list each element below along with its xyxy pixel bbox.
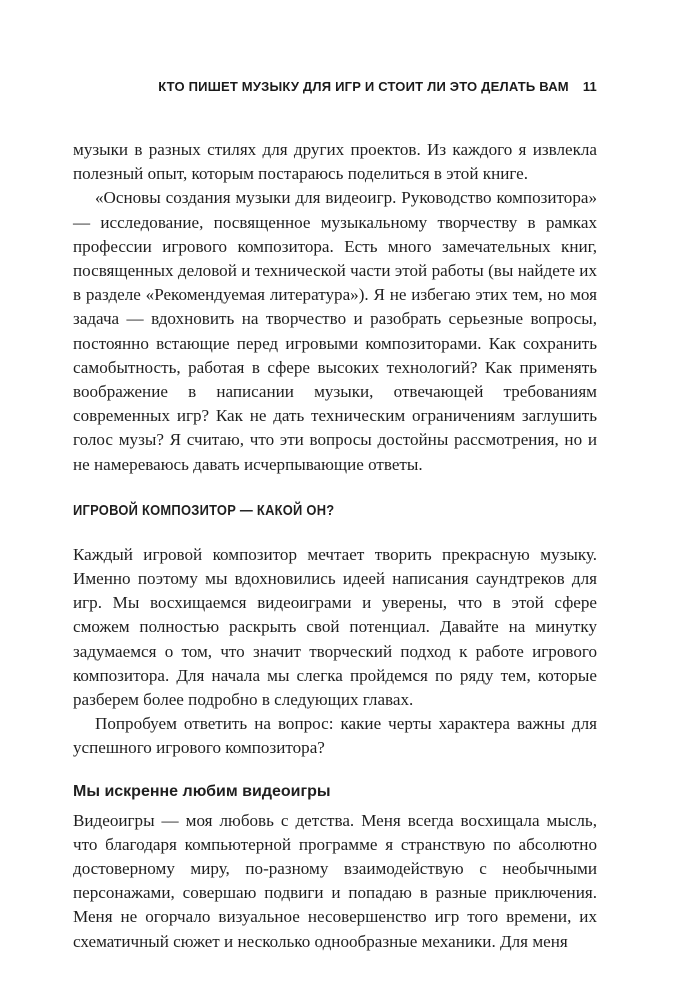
section-heading: ИГРОВОЙ КОМПОЗИТОР — КАКОЙ ОН? xyxy=(73,501,335,519)
paragraph-continuation: музыки в разных стилях для других проектов. Из каждого я извлекла полезный опыт, которым постараюсь поделиться в этой книге. xyxy=(73,140,597,184)
paragraph-question: Попробуем ответить на вопрос: какие черты характера важны для успешного игрового композитора? xyxy=(73,714,597,758)
page-number: 11 xyxy=(582,79,597,94)
paragraph-love-games: Видеоигры — моя любовь с детства. Меня всегда восхищала мысль, что благодаря компьютерной программе я странствую по абсолютно достоверному миру, по-разному взаимодействую с необычными персонажами, совершаю подвиги и попадаю в разные приключения. Меня не огорчало визуальное несовершенство игр того времени, их схематичный сюжет и несколько однообразные механики. Для меня xyxy=(73,810,597,951)
paragraph-book-intro: «Основы создания музыки для видеоигр. Руководство композитора» — исследование, посвященное музыкальному творчеству в рамках профессии игрового композитора. Есть много замечательных книг, посвященных деловой и технической части этой работы (вы найдете их в разделе «Рекомендуемая литература»). Я не избегаю этих тем, но моя задача — вдохновить на творчество и разобрать серьезные вопросы, постоянно встающие перед игровыми композиторами. Как сохранить самобытность, работая в сфере высоких технологий? Как применять воображение в написании музыки, отвечающей требованиям современных игр? Как не дать техническим ограничениям заглушить голос музы? Я считаю, что эти вопросы достойны рассмотрения, но и не намереваюсь давать исчерпывающие ответы. xyxy=(73,188,597,474)
running-title: КТО ПИШЕТ МУЗЫКУ ДЛЯ ИГР И СТОИТ ЛИ ЭТО ДЕЛАТЬ ВАМ xyxy=(158,79,569,94)
paragraph-composer-dream: Каждый игровой композитор мечтает творить прекрасную музыку. Именно поэтому мы вдохновились идеей написания саундтреков для игр. Мы восхищаемся видеоиграми и уверены, что в этой сфере сможем полностью раскрыть свой потенциал. Давайте на минутку задумаемся о том, что значит творческий подход к работе игрового композитора. Для начала мы слегка пройдемся по ряду тем, которые разберем более подробно в следующих главах. xyxy=(73,544,597,710)
subsection-heading: Мы искренне любим видеоигры xyxy=(73,782,331,800)
running-header xyxy=(73,79,597,94)
book-page xyxy=(73,0,597,1000)
body-text xyxy=(73,138,597,954)
